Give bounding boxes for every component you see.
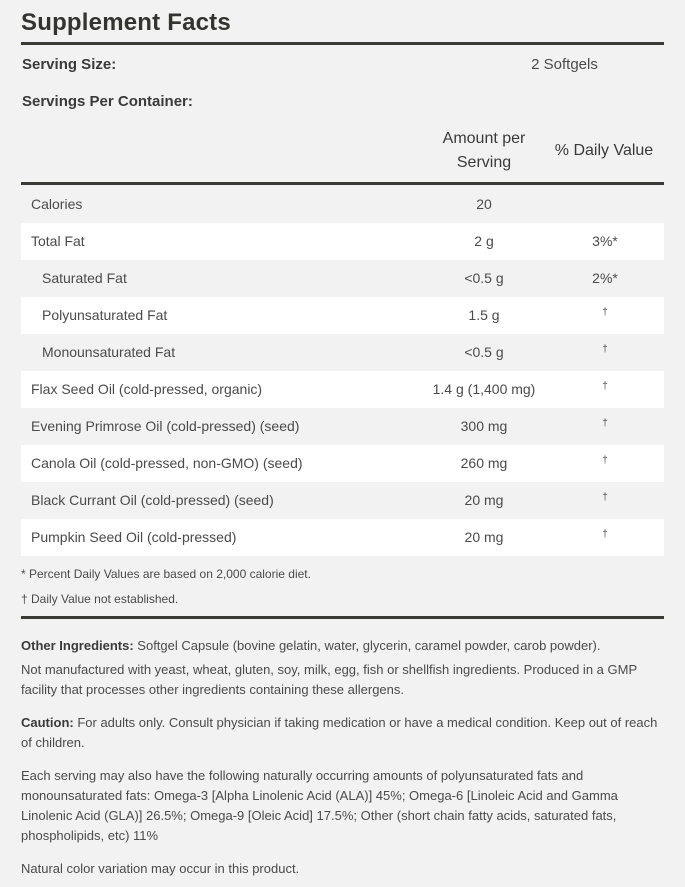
amount-per-serving: 300 mg: [460, 418, 508, 434]
daily-value-header: % Daily Value: [554, 142, 654, 159]
nutrient-name: Calories: [31, 196, 83, 212]
daily-value: 2%*: [592, 270, 618, 286]
amount-per-serving: 2 g: [474, 233, 494, 249]
nutrient-name: Evening Primrose Oil (cold-pressed) (seed): [31, 418, 300, 434]
amount-header-line1: Amount per: [442, 130, 526, 147]
allergen-statement: Not manufactured with yeast, wheat, gluten, soy, milk, egg, fish or shellfish ingredients. Produced in a GMP facility that processes other ingredients containing these allergens.: [21, 662, 637, 697]
daily-value: †: [602, 492, 608, 503]
table-row: [21, 260, 664, 297]
table-row: [21, 186, 664, 223]
other-ingredients: [21, 636, 666, 656]
amount-header-line2: Serving: [456, 154, 512, 171]
nutrient-name: Canola Oil (cold-pressed, non-GMO) (seed): [31, 455, 303, 471]
daily-value: †: [602, 418, 608, 429]
table-row: [21, 519, 664, 556]
amount-per-serving: <0.5 g: [464, 344, 504, 360]
daily-value: †: [602, 455, 608, 466]
table-row: [21, 371, 664, 408]
amount-per-serving: 20 mg: [464, 492, 504, 508]
title-divider: [21, 42, 664, 45]
amount-per-serving: 20 mg: [464, 529, 504, 545]
caution: [21, 713, 666, 753]
nutrient-name: Saturated Fat: [42, 270, 127, 286]
daily-value: 3%*: [592, 233, 618, 249]
table-row: [21, 445, 664, 482]
table-row: [21, 482, 664, 519]
nutrient-name: Flax Seed Oil (cold-pressed, organic): [31, 381, 263, 397]
nutrient-name: Monounsaturated Fat: [42, 344, 176, 360]
header-divider: [21, 182, 664, 185]
table-row: [21, 297, 664, 334]
servings-per-container-label: Servings Per Container:: [22, 93, 193, 110]
nutrient-name: Polyunsaturated Fat: [42, 307, 168, 323]
panel-title: Supplement Facts: [21, 9, 231, 36]
amount-per-serving: <0.5 g: [464, 270, 504, 286]
amount-per-serving-header: [424, 127, 544, 175]
footer-divider: [21, 616, 664, 619]
nutrient-name: Total Fat: [31, 233, 85, 249]
serving-size-label: Serving Size:: [22, 56, 117, 73]
daily-value: †: [602, 307, 608, 318]
serving-size-value: 2 Softgels: [531, 56, 598, 73]
daily-value: †: [602, 344, 608, 355]
amount-per-serving: 260 mg: [460, 455, 508, 471]
table-row: [21, 408, 664, 445]
table-row: [21, 223, 664, 260]
nutrient-name: Black Currant Oil (cold-pressed) (seed): [31, 492, 274, 508]
caution-label: Caution:: [21, 715, 74, 730]
amount-per-serving: 1.4 g (1,400 mg): [432, 381, 536, 397]
daily-value: †: [602, 529, 608, 540]
color-variation-note: Natural color variation may occur in this product.: [21, 861, 300, 876]
other-ingredients-text: Softgel Capsule (bovine gelatin, water, glycerin, caramel powder, carob powder).: [133, 638, 601, 653]
facts-table: [21, 186, 664, 556]
amount-per-serving: 20: [476, 196, 492, 212]
fatty-acid-note: Each serving may also have the following naturally occurring amounts of polyunsaturated fats and monounsaturated fats: Omega-3 [Alpha Linolenic Acid (ALA)] 45%; Omega-6 [Linoleic Acid and Gamma Linolenic Acid (GLA)] 26.5%; Omega-9 [Oleic Acid] 17.5%; Other (short chain fatty acids, saturated fats, phospholipids, etc) 11%: [21, 768, 618, 843]
nutrient-name: Pumpkin Seed Oil (cold-pressed): [31, 529, 237, 545]
footnote-percent-dv: * Percent Daily Values are based on 2,000 calorie diet.: [21, 567, 311, 581]
footnote-dv-not-established: † Daily Value not established.: [21, 592, 179, 606]
caution-text: For adults only. Consult physician if taking medication or have a medical condition. Keep out of reach of children.: [21, 715, 658, 750]
other-ingredients-label: Other Ingredients:: [21, 638, 134, 653]
daily-value: †: [602, 381, 608, 392]
table-row: [21, 334, 664, 371]
amount-per-serving: 1.5 g: [468, 307, 500, 323]
